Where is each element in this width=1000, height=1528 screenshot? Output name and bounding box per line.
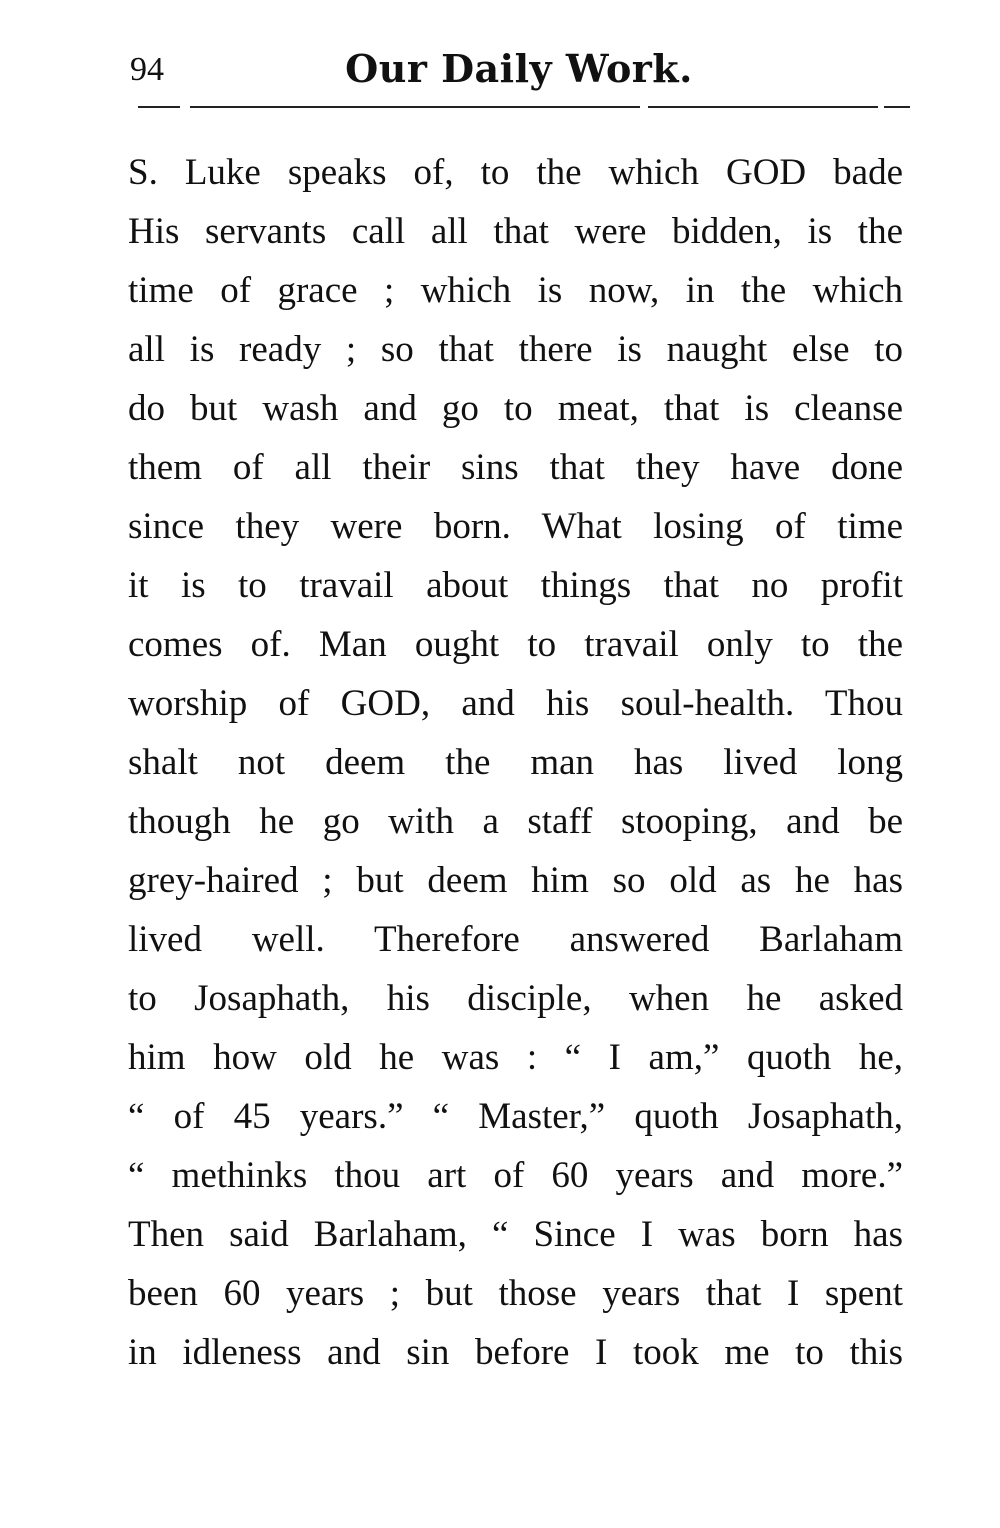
header-rule-gap — [640, 106, 648, 108]
text-line: “ methinks thou art of 60 years and more.” — [128, 1155, 903, 1196]
text-line: though he go with a staff stooping, and be — [128, 801, 903, 842]
text-line: “ of 45 years.” “ Master,” quoth Josaphath, — [128, 1096, 903, 1137]
text-line: shalt not deem the man has lived long — [128, 742, 903, 783]
text-line: His servants call all that were bidden, is the — [128, 211, 903, 252]
running-head — [130, 38, 908, 102]
text-line: all is ready ; so that there is naught else to — [128, 329, 903, 370]
text-line: comes of. Man ought to travail only to the — [128, 624, 903, 665]
text-line: it is to travail about things that no profit — [128, 565, 903, 606]
header-rule-gap — [180, 106, 190, 108]
text-line: them of all their sins that they have done — [128, 447, 903, 488]
text-line: lived well. Therefore answered Barlaham — [128, 919, 903, 960]
text-line: to Josaphath, his disciple, when he asked — [128, 978, 903, 1019]
body-text — [128, 143, 903, 1382]
header-rule — [138, 106, 910, 108]
text-line: time of grace ; which is now, in the which — [128, 270, 903, 311]
text-line: since they were born. What losing of time — [128, 506, 903, 547]
text-line: worship of GOD, and his soul-health. Thou — [128, 683, 903, 724]
header-rule-gap — [878, 106, 884, 108]
text-line: him how old he was : “ I am,” quoth he, — [128, 1037, 903, 1078]
running-title: Our Daily Work. — [345, 46, 693, 91]
page-number: 94 — [130, 51, 164, 88]
text-line: S. Luke speaks of, to the which GOD bade — [128, 152, 903, 193]
text-line: grey-haired ; but deem him so old as he has — [128, 860, 903, 901]
text-line: Then said Barlaham, “ Since I was born has — [128, 1214, 903, 1255]
text-line: do but wash and go to meat, that is cleanse — [128, 388, 903, 429]
text-line: been 60 years ; but those years that I spent — [128, 1273, 903, 1314]
text-line: in idleness and sin before I took me to this — [128, 1332, 903, 1373]
